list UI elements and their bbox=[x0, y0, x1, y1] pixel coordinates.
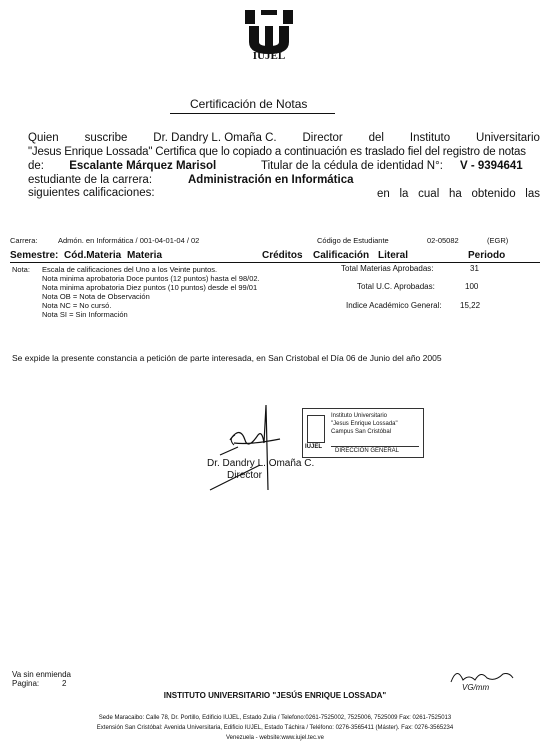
student-career: Administración en Informática bbox=[188, 174, 354, 186]
footer-website: Venezuela - website:www.iujel.tec.ve bbox=[225, 735, 325, 741]
intro-word: Universitario bbox=[476, 132, 540, 144]
intro-word: Director bbox=[302, 132, 343, 144]
footer-sede-maracaibo: Sede Maracaibo: Calle 78, Dr. Portillo, Edificio IUJEL, Estado Zulia / Telefono:0261-7525002, 7525006, 7525009 Fax: 0261-7525013 bbox=[98, 715, 452, 721]
signature-scribble bbox=[200, 395, 310, 500]
director-name: Dr. Dandry L. Omaña C. bbox=[153, 132, 277, 144]
stamp-line: Campus San Cristóbal bbox=[331, 429, 392, 435]
total-uc-value: 100 bbox=[465, 282, 479, 291]
note-line: Nota NC = No cursó. bbox=[42, 301, 112, 310]
intro-de: de: bbox=[28, 160, 44, 172]
header-periodo: Periodo bbox=[468, 250, 506, 261]
intro-word: en bbox=[377, 188, 390, 200]
codigo-value: 02-05082 bbox=[427, 236, 459, 245]
header-literal: Literal bbox=[378, 250, 409, 261]
student-cedula: V - 9394641 bbox=[460, 160, 523, 172]
intro-carrera-text: estudiante de la carrera: bbox=[28, 174, 153, 186]
expedition-text: Se expide la presente constancia a petición de parte interesada, en San Cristobal el Día 06 de Junio del año 2005 bbox=[12, 353, 442, 363]
total-materias-value: 31 bbox=[470, 264, 479, 273]
codigo-label: Código de Estudiante bbox=[317, 236, 389, 245]
indice-value: 15,22 bbox=[460, 301, 481, 310]
intro-word: obtenido bbox=[471, 188, 516, 200]
footer-extension-sc: Extensión San Cristóbal: Avenida Universitaria, Edificio IUJEL, Estado Táchira / Teléfono: 0276-3565411 (Máster). Fax: 0276-3565234 bbox=[96, 725, 454, 731]
intro-line-5: siguientes calificaciones: bbox=[28, 187, 155, 199]
stamp-line: Instituto Universitario bbox=[331, 413, 388, 419]
note-line: Nota SI = Sin Información bbox=[42, 310, 128, 319]
intro-word: Quien bbox=[28, 132, 59, 144]
institution-stamp bbox=[302, 408, 424, 458]
intro-word: cual bbox=[418, 188, 440, 200]
logo-text: IUJEL bbox=[252, 50, 286, 62]
intro-word: suscribe bbox=[84, 132, 128, 144]
total-materias-label: Total Materias Aprobadas: bbox=[341, 264, 434, 273]
note-line: Escala de calificaciones del Uno a los Veinte puntos. bbox=[42, 265, 218, 274]
header-semestre: Semestre: bbox=[10, 250, 59, 261]
intro-word: las bbox=[525, 188, 540, 200]
note-line: Nota minima aprobatoria Doce puntos (12 puntos) hasta el 98/02. bbox=[42, 274, 260, 283]
intro-word: ha bbox=[448, 188, 462, 200]
initials-text: VG/mm bbox=[462, 683, 490, 692]
note-line: Nota minima aprobatoria Diez puntos (10 puntos) desde el 99/01 bbox=[42, 283, 258, 292]
carrera-label: Carrera: bbox=[10, 236, 38, 245]
enmienda-text: Va sin enmienda bbox=[12, 670, 71, 679]
stamp-iujel: IUJEL bbox=[305, 444, 323, 450]
footer-institution: INSTITUTO UNIVERSITARIO "JESÚS ENRIQUE LOSSADA" bbox=[163, 691, 387, 700]
page-title: Certificación de Notas bbox=[190, 97, 308, 111]
notes-label: Nota: bbox=[12, 265, 30, 274]
note-line: Nota OB = Nota de Observación bbox=[42, 292, 150, 301]
intro-word: del bbox=[368, 132, 384, 144]
total-uc-label: Total U.C. Aprobadas: bbox=[357, 282, 435, 291]
header-calificacion: Calificación bbox=[313, 250, 370, 261]
pagina-value: 2 bbox=[62, 679, 67, 688]
titular-text: Titular de la cédula de identidad N°: bbox=[261, 160, 443, 172]
signature-role: Director bbox=[227, 470, 263, 481]
header-cod-materia: Cód.Materia bbox=[64, 250, 122, 261]
notes-list bbox=[42, 265, 260, 319]
header-creditos: Créditos bbox=[262, 250, 303, 261]
header-materia: Materia bbox=[127, 250, 163, 261]
codigo-suffix: (EGR) bbox=[487, 236, 509, 245]
title-underline bbox=[170, 113, 335, 114]
stamp-footer: DIRECCIÓN GENERAL bbox=[335, 448, 400, 454]
stamp-line: "Jesus Enrique Lossada" bbox=[331, 421, 398, 427]
intro-word: la bbox=[399, 188, 409, 200]
signature-name: Dr. Dandry L. Omaña C. bbox=[207, 458, 315, 469]
intro-line-3 bbox=[28, 159, 540, 173]
intro-line-2: "Jesus Enrique Lossada" Certifica que lo copiado a continuación es traslado fiel del registro de notas bbox=[28, 146, 526, 158]
intro-line-1 bbox=[28, 131, 540, 145]
header-rule bbox=[10, 262, 540, 263]
carrera-value: Admón. en Informática / 001-04-01-04 / 02 bbox=[58, 236, 200, 245]
indice-label: Indice Académico General: bbox=[346, 301, 442, 310]
pagina-label: Pagina: bbox=[12, 679, 40, 688]
stamp-lines bbox=[331, 412, 421, 436]
student-name: Escalante Márquez Marisol bbox=[69, 160, 217, 172]
intro-word: Instituto bbox=[409, 132, 451, 144]
crest-icon bbox=[307, 415, 325, 443]
